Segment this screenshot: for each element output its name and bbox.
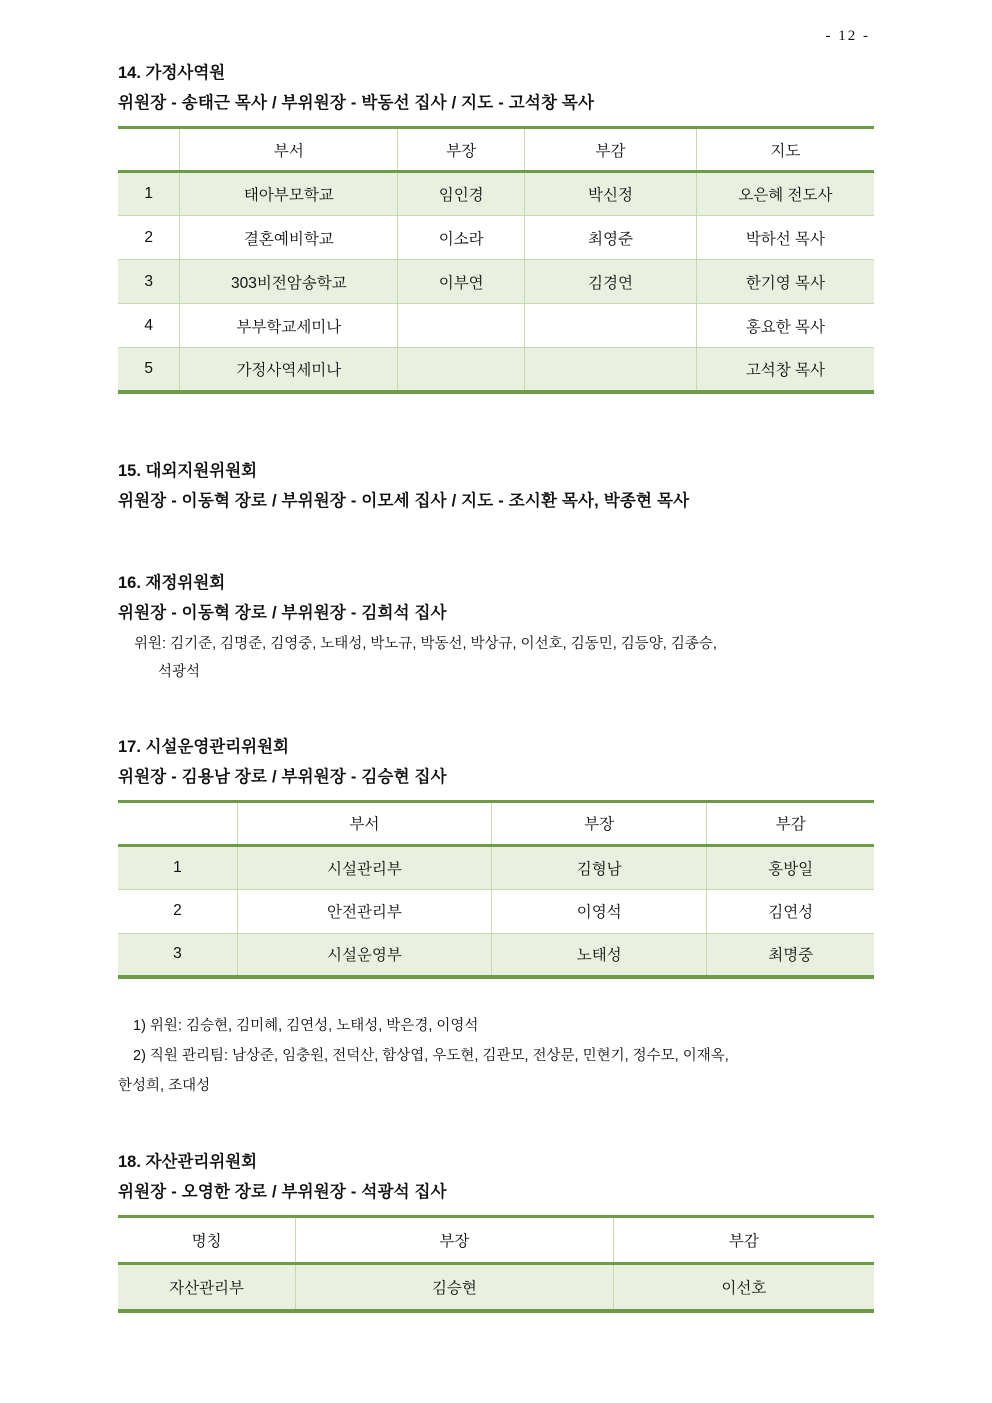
table-cell: 자산관리부 — [169, 1279, 245, 1297]
family-ministry-table — [118, 126, 874, 394]
table-cell: 4 — [144, 316, 154, 334]
note-line: 1) 위원: 김승현, 김미혜, 김연성, 노태성, 박은경, 이영석 — [133, 1018, 479, 1034]
table-cell: 1 — [144, 185, 154, 202]
table-cell: 김연성 — [707, 889, 874, 933]
table-cell: 시설관리부 — [237, 845, 491, 889]
column-header — [118, 128, 180, 172]
table-cell: 안전관리부 — [237, 889, 491, 933]
section-17-subtitle: 위원장 - 김용남 장로 / 부위원장 - 김승현 집사 — [118, 767, 447, 786]
section-16-subtitle: 위원장 - 이동혁 장로 / 부위원장 - 김희석 집사 — [118, 603, 447, 622]
table-row — [118, 216, 874, 260]
section-17-notes — [118, 1011, 874, 1101]
table-cell: 1 — [173, 858, 182, 876]
column-header: 부서 — [237, 801, 491, 845]
table-row — [118, 845, 874, 889]
section-family-ministry — [118, 62, 874, 394]
table-cell: 김승현 — [296, 1264, 614, 1311]
section-external-support — [118, 460, 874, 512]
table-cell — [398, 348, 525, 392]
table-row — [118, 889, 874, 933]
table-cell: 오은혜 전도사 — [696, 172, 874, 216]
column-header: 부감 — [707, 801, 874, 845]
table-cell: 홍방일 — [707, 845, 874, 889]
table-cell: 한기영 목사 — [696, 260, 874, 304]
section-16-title: 16. 재정위원회 — [118, 573, 226, 592]
table-row — [118, 260, 874, 304]
column-header: 지도 — [696, 128, 874, 172]
table-cell: 결혼예비학교 — [180, 216, 398, 260]
page-number: - 12 - — [825, 28, 870, 44]
section-17-title: 17. 시설운영관리위원회 — [118, 737, 289, 756]
table-cell: 303비전암송학교 — [180, 260, 398, 304]
table-header-row — [118, 801, 874, 845]
table-cell: 홍요한 목사 — [696, 304, 874, 348]
section-14-subtitle: 위원장 - 송태근 목사 / 부위원장 - 박동선 집사 / 지도 - 고석창 목사 — [118, 94, 595, 112]
members-line-2: 석광석 — [158, 663, 201, 680]
table-cell: 시설운영부 — [237, 933, 491, 977]
table-cell: 2 — [173, 902, 182, 919]
section-18-title: 18. 자산관리위원회 — [118, 1153, 258, 1171]
table-cell: 최명중 — [707, 933, 874, 977]
column-header: 부장 — [296, 1217, 614, 1264]
table-cell — [525, 348, 697, 392]
asset-management-table — [118, 1215, 874, 1313]
facility-management-table — [118, 800, 874, 980]
column-header: 부장 — [491, 801, 706, 845]
table-cell — [525, 304, 697, 348]
table-row — [118, 304, 874, 348]
table-cell: 부부학교세미나 — [180, 304, 398, 348]
members-line-1: 위원: 김기준, 김명준, 김영중, 노태성, 박노규, 박동선, 박상규, 이선호, 김동민, 김등양, 김종승, — [134, 635, 717, 652]
table-cell: 이선호 — [613, 1264, 874, 1311]
table-cell: 임인경 — [398, 172, 525, 216]
section-15-subtitle: 위원장 - 이동혁 장로 / 부위원장 - 이모세 집사 / 지도 - 조시환 목사, 박종현 목사 — [118, 491, 690, 510]
section-18-subtitle: 위원장 - 오영한 장로 / 부위원장 - 석광석 집사 — [118, 1183, 447, 1201]
table-row — [118, 172, 874, 216]
table-row — [118, 1264, 874, 1311]
section-finance-committee — [118, 572, 874, 686]
table-cell: 5 — [144, 359, 154, 377]
table-row — [118, 348, 874, 392]
column-header: 부서 — [180, 128, 398, 172]
note-line: 한성희, 조대성 — [118, 1078, 211, 1094]
note-line: 2) 직원 관리팀: 남상준, 임충원, 전덕산, 함상엽, 우도현, 김관모, 전상문, 민현기, 정수모, 이재옥, — [133, 1048, 729, 1064]
table-header-row — [118, 1217, 874, 1264]
section-asset-management — [118, 1151, 874, 1313]
table-cell: 3 — [144, 272, 154, 290]
table-cell: 태아부모학교 — [180, 172, 398, 216]
table-header-row — [118, 128, 874, 172]
column-header: 부감 — [525, 128, 697, 172]
column-header: 부감 — [613, 1217, 874, 1264]
table-cell: 노태성 — [491, 933, 706, 977]
table-row — [118, 933, 874, 977]
table-cell: 김경연 — [525, 260, 697, 304]
table-cell: 이부연 — [398, 260, 525, 304]
table-cell: 이영석 — [491, 889, 706, 933]
section-15-title: 15. 대외지원위원회 — [118, 461, 258, 480]
table-cell: 박신정 — [525, 172, 697, 216]
column-header: 부장 — [398, 128, 525, 172]
table-cell: 박하선 목사 — [696, 216, 874, 260]
column-header: 명칭 — [191, 1233, 222, 1250]
table-cell: 김형남 — [491, 845, 706, 889]
table-cell: 고석창 목사 — [696, 348, 874, 392]
table-cell: 2 — [144, 228, 154, 246]
section-14-title: 14. 가정사역원 — [118, 64, 226, 82]
section-16-members — [118, 630, 874, 686]
document-content — [118, 62, 874, 1313]
table-cell — [398, 304, 525, 348]
table-cell: 최영준 — [525, 216, 697, 260]
column-header — [118, 801, 237, 845]
table-cell: 가정사역세미나 — [180, 348, 398, 392]
table-cell: 3 — [173, 945, 182, 963]
section-facility-management — [118, 736, 874, 1102]
table-cell: 이소라 — [398, 216, 525, 260]
